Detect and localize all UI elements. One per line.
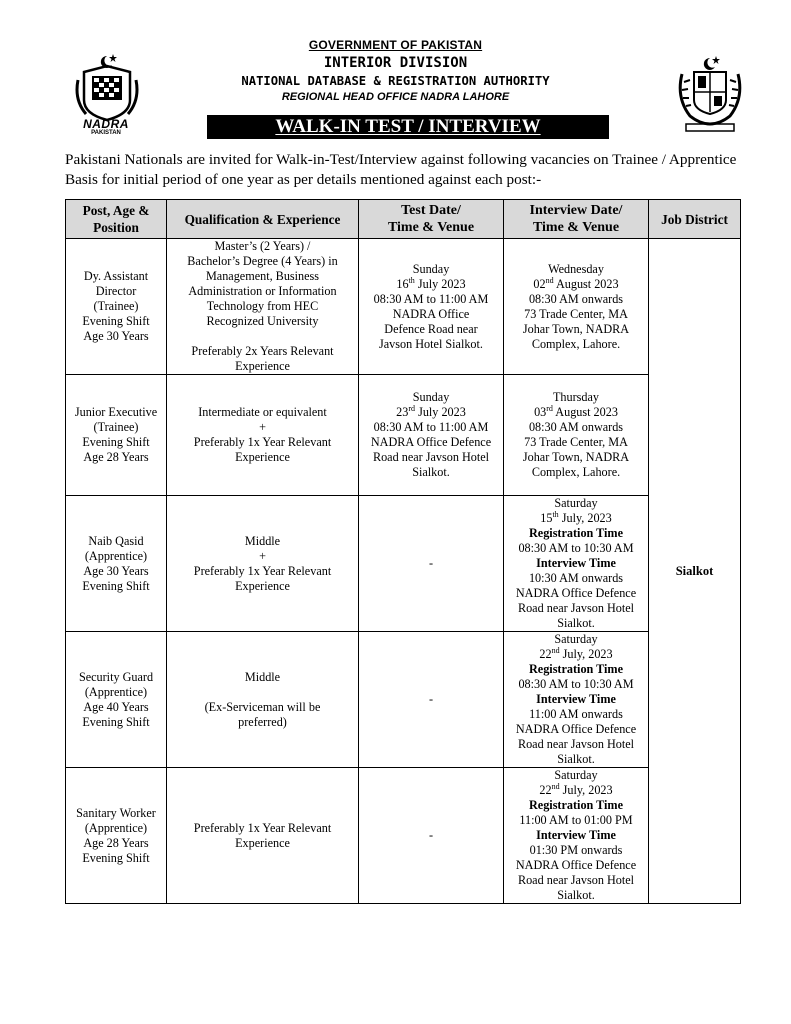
header-qualification: Qualification & Experience: [167, 200, 359, 239]
test-cell: Sunday 16th July 2023 08:30 AM to 11:00 AM NADRA Office Defence Road near Javson Hotel Sialkot.: [359, 239, 504, 375]
office-title: REGIONAL HEAD OFFICE NADRA LAHORE: [281, 91, 510, 103]
header-district: Job District: [649, 200, 741, 239]
interview-cell: Saturday 22nd July, 2023 Registration Time 08:30 AM to 10:30 AM Interview Time 11:00 AM onwards NADRA Office Defence Road near Javson Hotel Sialkot.: [504, 632, 649, 768]
post-cell: Naib Qasid (Apprentice) Age 30 Years Evening Shift: [66, 496, 167, 632]
test-cell: -: [359, 632, 504, 768]
government-title: GOVERNMENT OF PAKISTAN: [308, 38, 483, 52]
header-interview: Interview Date/ Time & Venue: [504, 200, 649, 239]
header-post: Post, Age & Position: [66, 200, 167, 239]
interview-cell: Thursday 03rd August 2023 08:30 AM onwards 73 Trade Center, MA Johar Town, NADRA Complex, Lahore.: [504, 375, 649, 496]
intro-paragraph: Pakistani Nationals are invited for Walk-in-Test/Interview against following vacancies on Trainee / Apprentice Basis for initial period of one year as per details mentioned against each post:-: [65, 151, 737, 188]
table-row: [66, 375, 741, 496]
test-cell: -: [359, 768, 504, 904]
table-row: [66, 239, 741, 375]
district-cell: Sialkot: [649, 239, 741, 904]
interview-cell: Wednesday 02nd August 2023 08:30 AM onwards 73 Trade Center, MA Johar Town, NADRA Complex, Lahore.: [504, 239, 649, 375]
test-cell: Sunday 23rd July 2023 08:30 AM to 11:00 AM NADRA Office Defence Road near Javson Hotel Sialkot.: [359, 375, 504, 496]
qualification-cell: Intermediate or equivalent + Preferably 1x Year Relevant Experience: [167, 375, 359, 496]
logo-subtext: PAKISTAN: [91, 130, 121, 136]
table-row: [66, 632, 741, 768]
logo-text: NADRA: [83, 117, 129, 131]
post-cell: Security Guard (Apprentice) Age 40 Years Evening Shift: [66, 632, 167, 768]
table-header-row: [66, 200, 741, 239]
qualification-cell: Middle (Ex-Serviceman will be preferred): [167, 632, 359, 768]
header-test: Test Date/ Time & Venue: [359, 200, 504, 239]
post-cell: Sanitary Worker (Apprentice) Age 28 Years Evening Shift: [66, 768, 167, 904]
banner-title: WALK-IN TEST / INTERVIEW: [207, 115, 609, 139]
qualification-cell: Middle + Preferably 1x Year Relevant Experience: [167, 496, 359, 632]
division-title: INTERIOR DIVISION: [323, 55, 468, 71]
authority-title: NATIONAL DATABASE & REGISTRATION AUTHORITY: [241, 74, 550, 88]
interview-cell: Saturday 22nd July, 2023 Registration Time 11:00 AM to 01:00 PM Interview Time 01:30 PM onwards NADRA Office Defence Road near Javson Hotel Sialkot.: [504, 768, 649, 904]
qualification-cell: Preferably 1x Year Relevant Experience: [167, 768, 359, 904]
test-cell: -: [359, 496, 504, 632]
table-row: [66, 768, 741, 904]
post-cell: Dy. Assistant Director (Trainee) Evening Shift Age 30 Years: [66, 239, 167, 375]
qualification-cell: Master’s (2 Years) / Bachelor’s Degree (4 Years) in Management, Business Administration or Information Technology from HEC Recognized University Preferably 2x Years Relevant Experience: [167, 239, 359, 375]
post-cell: Junior Executive (Trainee) Evening Shift Age 28 Years: [66, 375, 167, 496]
vacancy-table: [65, 199, 741, 904]
interview-cell: Saturday 15th July, 2023 Registration Time 08:30 AM to 10:30 AM Interview Time 10:30 AM onwards NADRA Office Defence Road near Javson Hotel Sialkot.: [504, 496, 649, 632]
table-row: [66, 496, 741, 632]
